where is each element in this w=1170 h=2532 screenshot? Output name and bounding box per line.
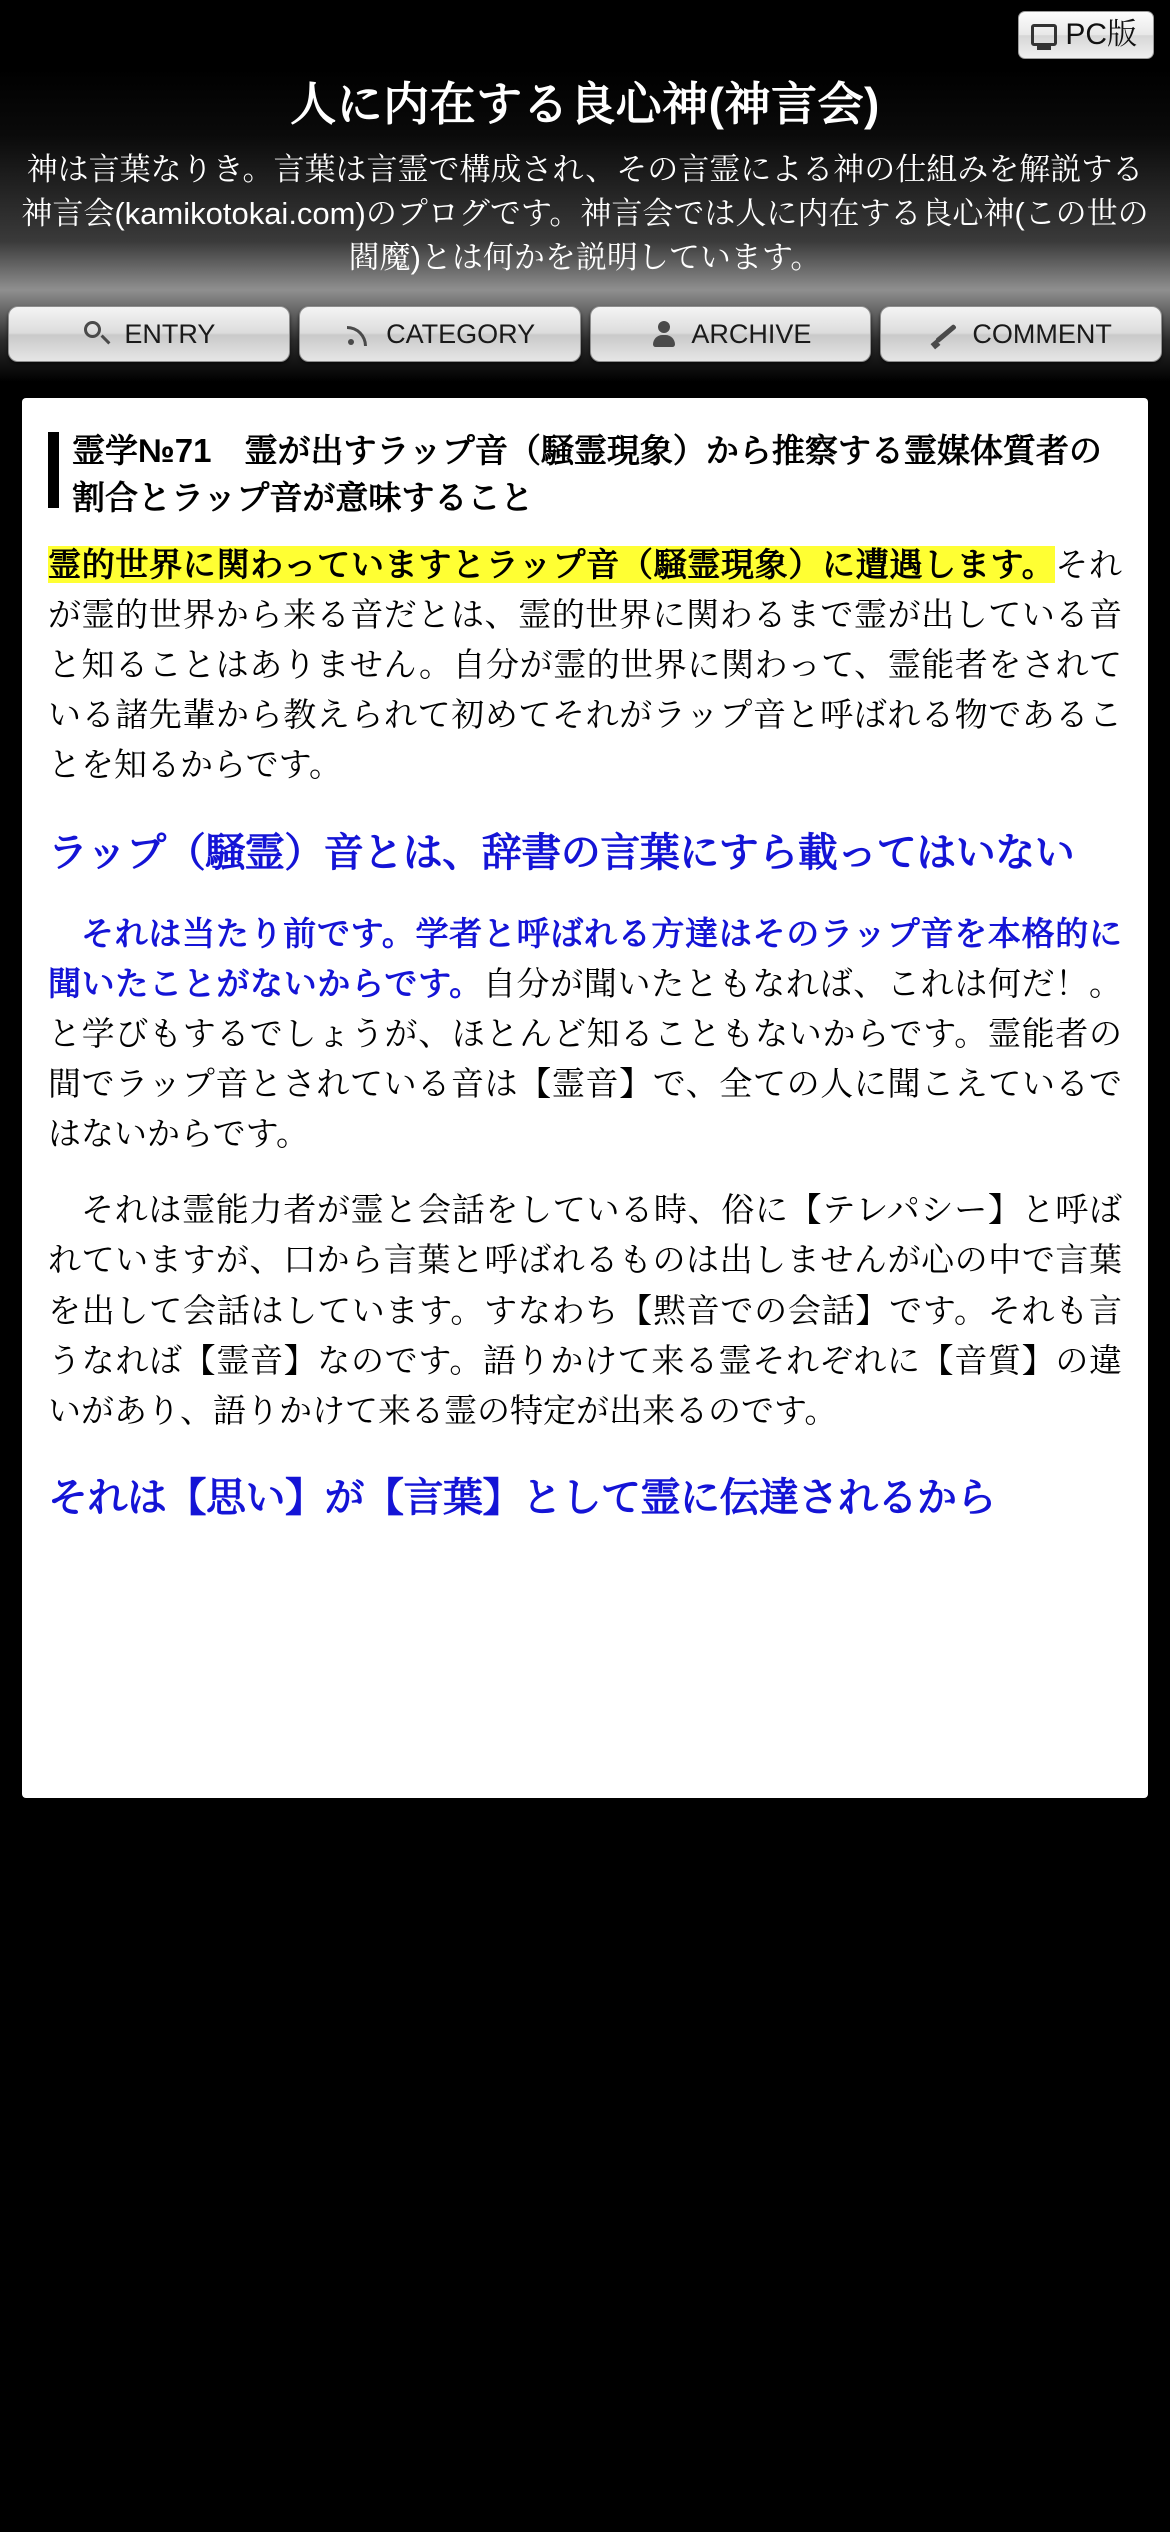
article-paragraph-1-rest: それが霊的世界から来る音だとは、霊的世界に関わるまで霊が出している音と知ることはありません。自分が霊的世界に関わって、霊能者をされている諸先輩から教えられて初めてそれがラップ音と呼ばれる物であることを知るからです。 — [48, 545, 1123, 784]
top-bar — [0, 0, 1170, 62]
nav-item-comment-label: COMMENT — [972, 318, 1112, 349]
article-heading-2: それは【思い】が【言葉】として霊に伝達されるから — [48, 1476, 996, 1521]
nav-item-entry[interactable] — [8, 306, 290, 362]
nav-item-category-label: CATEGORY — [386, 318, 536, 349]
article-paragraph-3: それは霊能力者が霊と会話をしている時、俗に【テレパシー】と呼ばれていますが、口から言葉と呼ばれるものは出しませんが心の中で言葉を出して会話はしています。すなわち【黙音での会話】です。それも言うなれば【霊音】なのです。語りかけて来る霊それぞれに【音質】の違いがあり、語りかけて来る霊の特定が出来るのです。 — [48, 1191, 1122, 1429]
nav-item-category[interactable] — [299, 306, 581, 362]
article-card-wrapper — [0, 382, 1170, 1798]
highlighted-lead-text: 霊的世界に関わっていますとラップ音（騒霊現象）に遭遇します。 — [48, 545, 1056, 583]
category-icon — [344, 319, 374, 349]
article-card — [22, 398, 1148, 1798]
nav-item-archive-label: ARCHIVE — [691, 318, 812, 349]
site-header — [0, 68, 1170, 290]
article-paragraph-2-rest: 自分が聞いたともなれば、これは何だ！。と学びもするでしょうが、ほとんど知ることもないからです。霊能者の間でラップ音とされている音は【霊音】で、全ての人に聞こえているではないからです。 — [48, 964, 1123, 1153]
monitor-icon — [1031, 24, 1057, 46]
comment-pen-icon — [930, 319, 960, 349]
search-icon — [82, 319, 112, 349]
archive-icon — [649, 319, 679, 349]
article-paragraph-2-blue: それは当たり前です。学者と呼ばれる方達はそのラップ音を本格的に聞いたことがないからです。 — [48, 914, 1122, 1002]
nav-item-comment[interactable] — [880, 306, 1162, 362]
pc-version-label: PC版 — [1065, 18, 1137, 51]
article-heading-1: ラップ（騒霊）音とは、辞書の言葉にすら載ってはいない — [48, 830, 1075, 875]
main-nav — [0, 290, 1170, 382]
article-paragraph-1 — [48, 540, 1122, 791]
article-paragraph-2 — [48, 909, 1122, 1160]
site-description: 神は言葉なりき。言葉は言霊で構成され、その言霊による神の仕組みを解説する神言会(kamikotokai.com)のプログです。神言会では人に内在する良心神(この世の閻魔)とは何かを説明しています。 — [21, 152, 1149, 276]
pc-version-button[interactable] — [1018, 11, 1154, 59]
page-title: 人に内在する良心神(神言会) — [290, 78, 880, 130]
nav-item-entry-label: ENTRY — [124, 318, 216, 349]
article-title: 霊学№71 霊が出すラップ音（騒霊現象）から推察する霊媒体質者の割合とラップ音が意味すること — [48, 428, 1122, 522]
nav-item-archive[interactable] — [590, 306, 872, 362]
